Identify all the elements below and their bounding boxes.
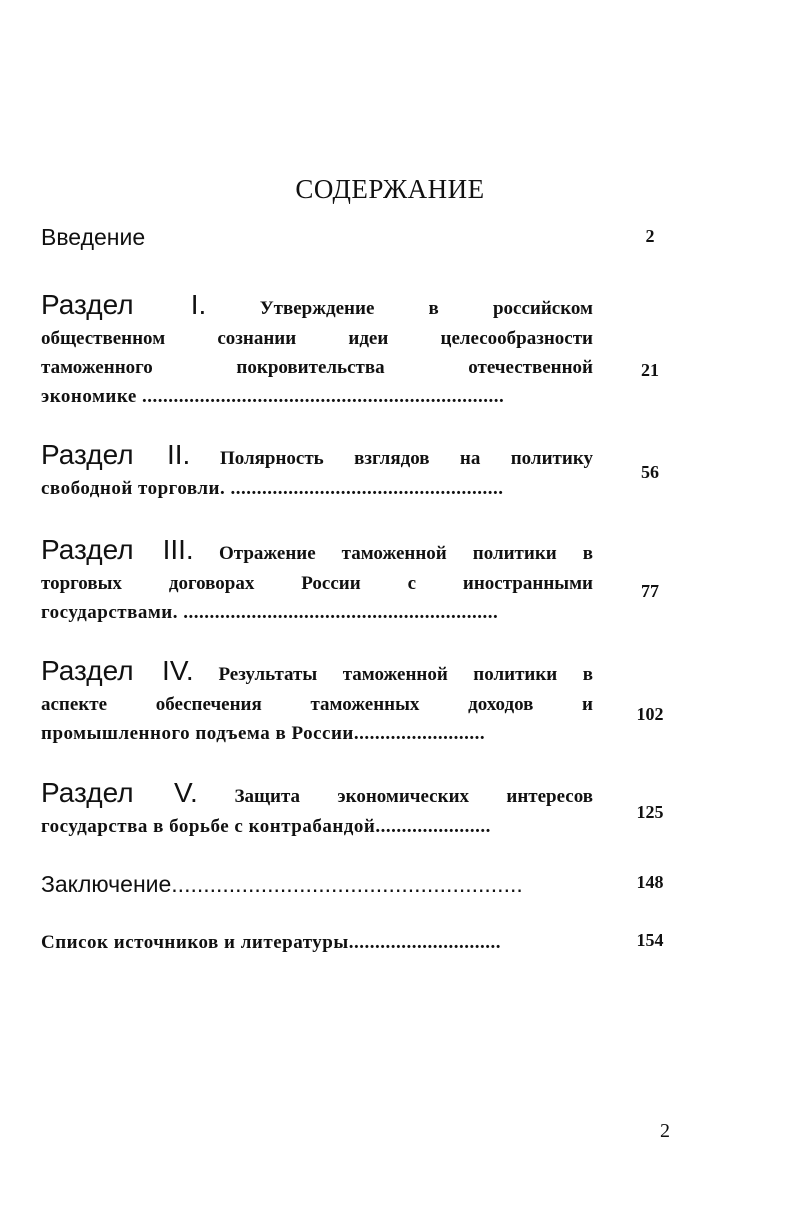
toc-entry-conclusion[interactable] [41, 870, 593, 899]
page-number: 2 [660, 1120, 670, 1142]
section-label: Раздел III. [41, 535, 194, 565]
toc-entry-label: Заключение....................................................... [41, 871, 523, 897]
section-title-line: Отражение таможенной политики в [218, 543, 593, 564]
section-title-line: свободной торговли. .................................................... [41, 478, 504, 499]
toc-entry-sources[interactable] [41, 928, 593, 957]
section-title-line: общественном сознании идеи целесообразности [41, 328, 593, 349]
page-title: СОДЕРЖАНИЕ [295, 174, 485, 204]
section-label: Раздел I. [41, 290, 207, 320]
toc-page-number: 125 [636, 802, 664, 822]
section-title-line: промышленного подъема в России......................... [41, 723, 486, 744]
toc-page-number: 21 [641, 360, 659, 380]
toc-page-number: 154 [636, 930, 664, 950]
section-label: Раздел IV. [41, 656, 194, 686]
toc-page-number: 148 [636, 872, 664, 892]
section-title-line: экономике ..................................................................... [41, 386, 505, 407]
section-title-line: Утверждение в российском [259, 298, 593, 319]
section-title-line: таможенного покровительства отечественной [41, 357, 593, 378]
toc-page-number: 77 [641, 581, 659, 601]
toc-entry-section-5[interactable] [41, 778, 593, 841]
section-label: Раздел II. [41, 440, 191, 470]
section-title-line: аспекте обеспечения таможенных доходов и [41, 694, 593, 715]
toc-page-number: 102 [636, 704, 664, 724]
toc-page-number: 56 [641, 462, 659, 482]
toc-entry-section-3[interactable] [41, 535, 593, 627]
section-label: Раздел V. [41, 778, 198, 808]
section-title-line: Результаты таможенной политики в [218, 664, 593, 685]
section-title-line: государства в борьбе с контрабандой...................... [41, 816, 491, 837]
toc-entry-label: Список источников и литературы............................. [41, 932, 501, 953]
toc-entry-section-1[interactable] [41, 290, 593, 411]
section-title-line: Защита экономических интересов [234, 786, 593, 807]
section-title-line: торговых договорах России с иностранными [41, 573, 593, 594]
section-title-line: Полярность взглядов на политику [219, 448, 593, 469]
toc-page-number: 2 [645, 226, 655, 246]
toc-entry-section-2[interactable] [41, 440, 593, 503]
section-title-line: государствами. ............................................................ [41, 602, 499, 623]
toc-entry-section-4[interactable] [41, 656, 593, 748]
toc-entry-label: Введение [41, 224, 146, 250]
toc-entry-intro[interactable] [41, 224, 593, 251]
